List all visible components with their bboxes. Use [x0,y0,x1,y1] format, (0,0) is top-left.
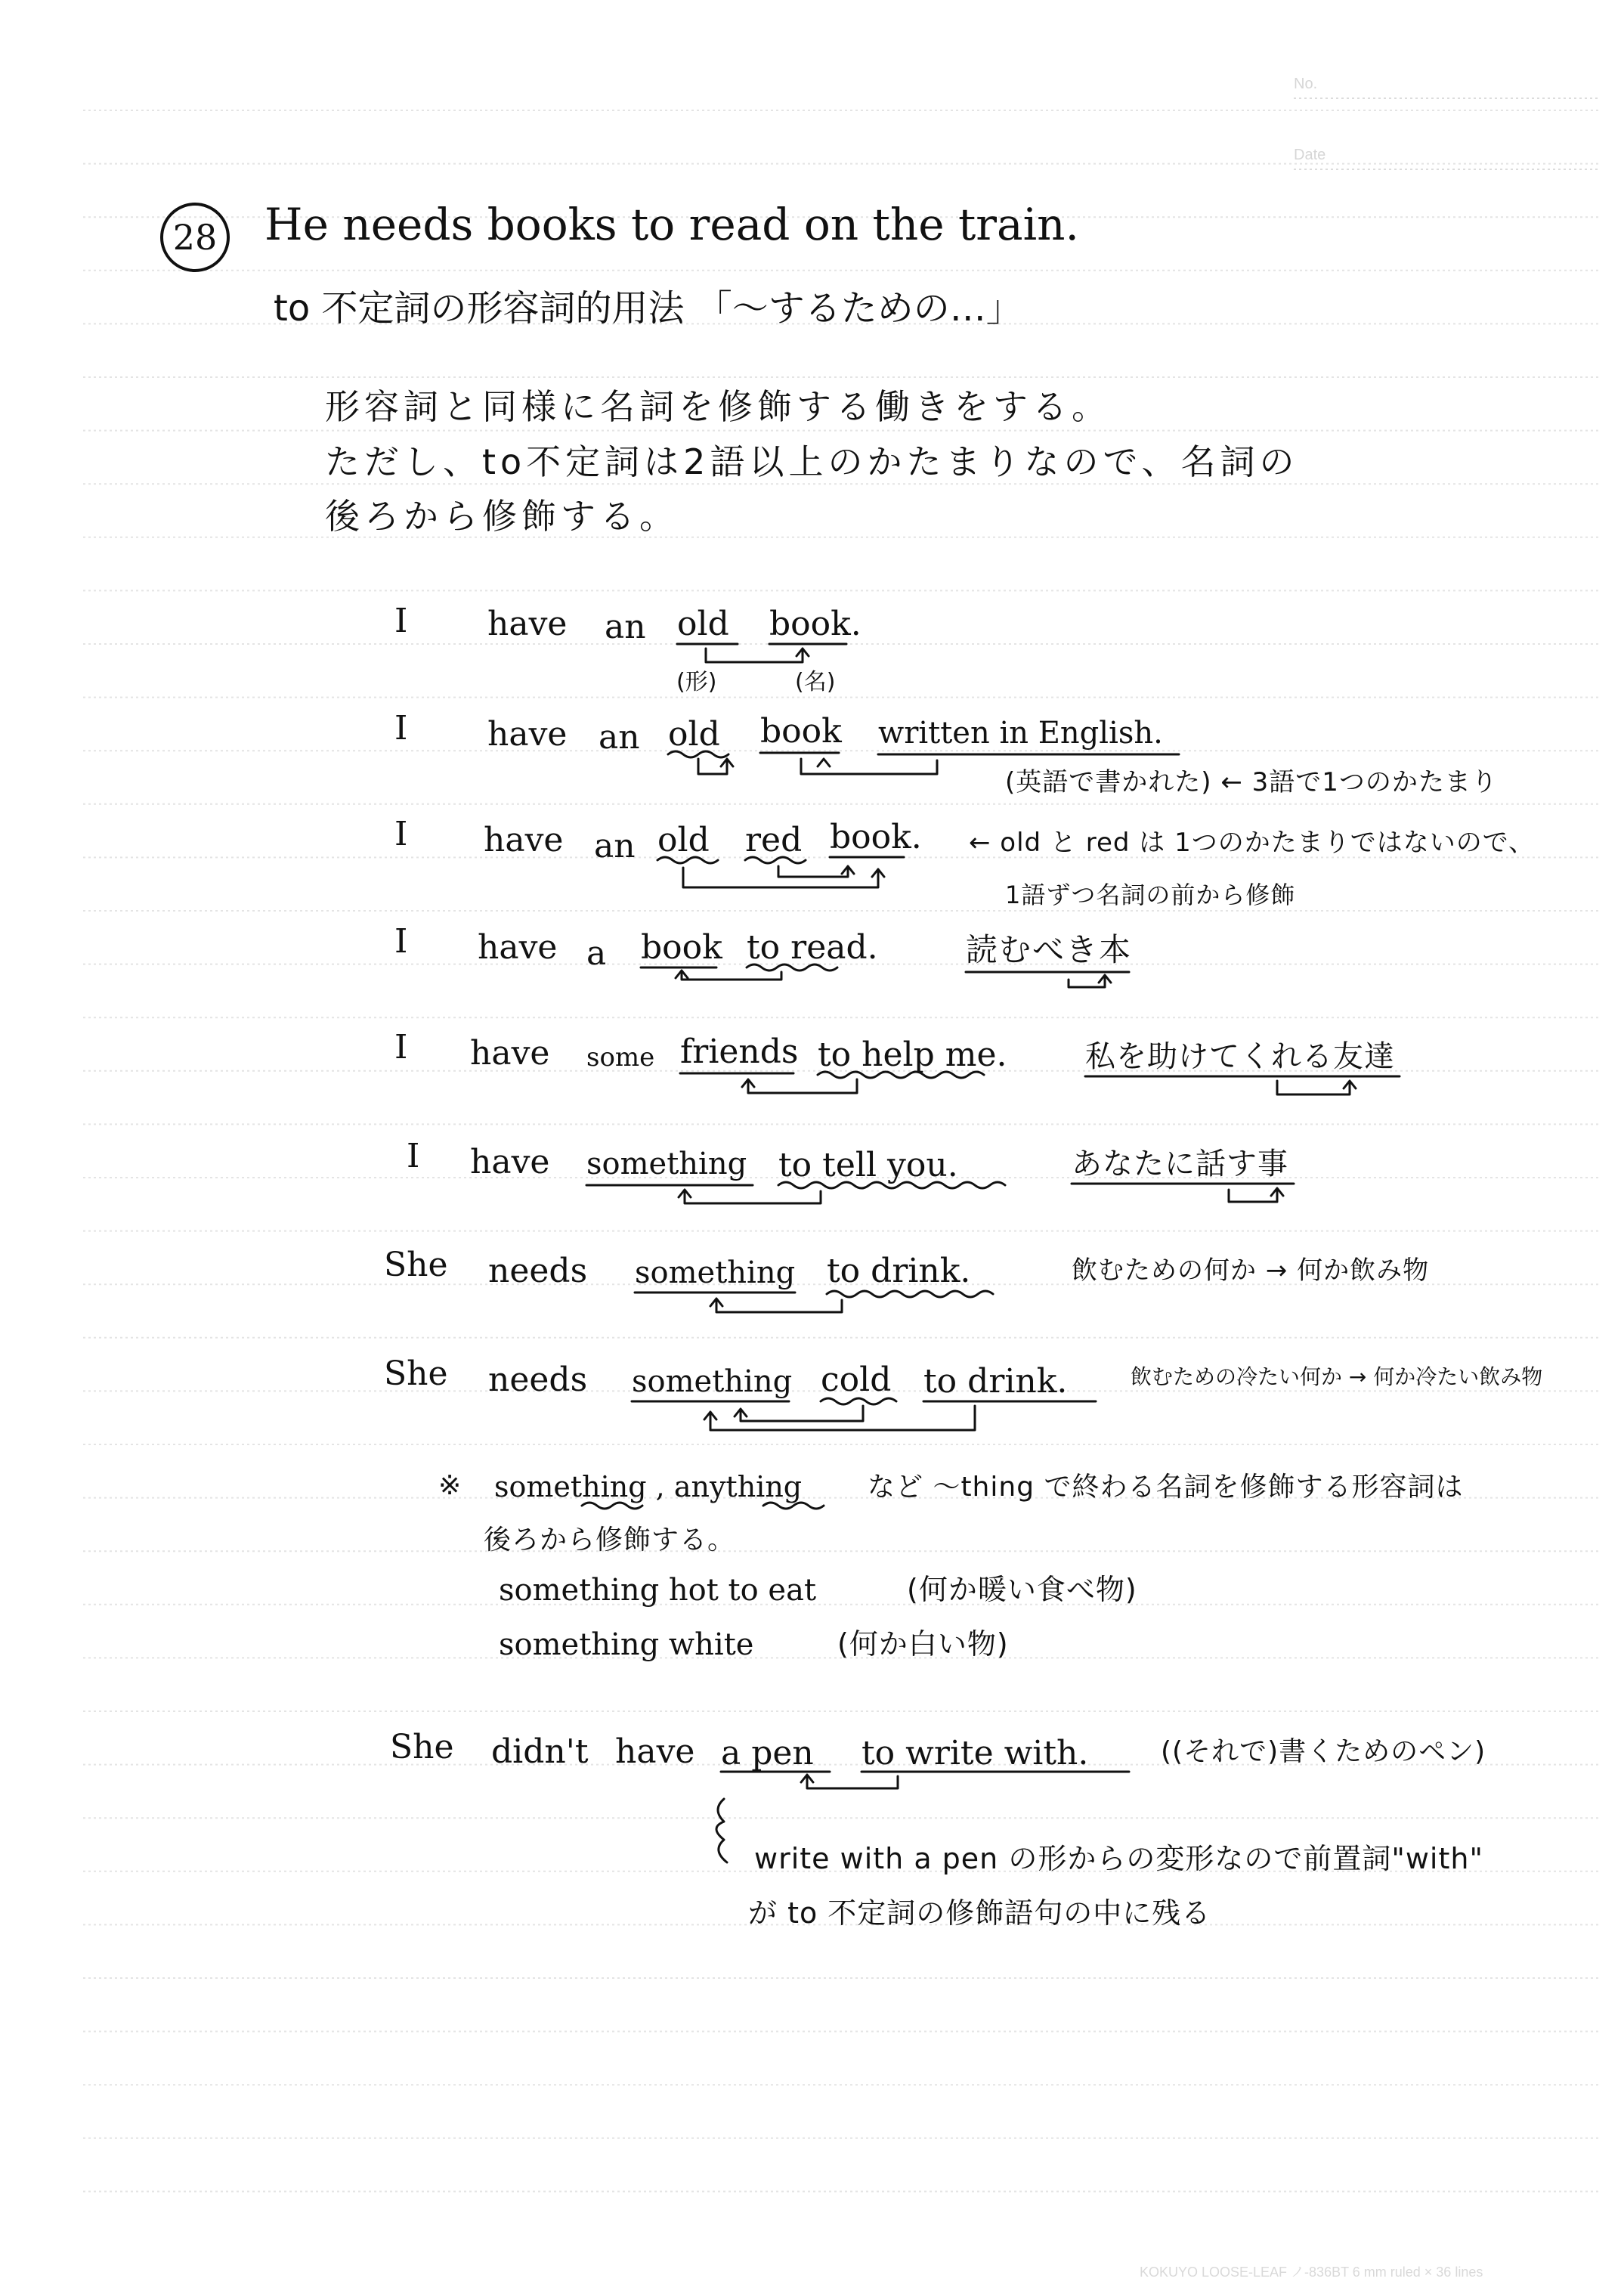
word: book [641,928,722,967]
word: I [394,815,408,853]
word: book. [769,605,861,643]
gloss: (名) [795,669,836,695]
word: She [384,1354,448,1393]
translation: 飲むための何か → 何か飲み物 [1072,1255,1430,1286]
word: something [632,1364,793,1399]
word: have [478,928,558,967]
translation: 私を助けてくれる友達 [1085,1039,1395,1074]
remark-example-2-gloss: (何か白い物) [837,1627,1009,1661]
note: 1語ずつ名詞の前から修飾 [1005,881,1296,909]
word: an [599,718,640,757]
remark-example-2: something white [499,1627,754,1662]
section-heading: to 不定詞の形容詞的用法 「～するための…」 [274,287,1022,330]
translation: 飲むための冷たい何か → 何か冷たい飲み物 [1131,1364,1543,1389]
word: have [470,1143,550,1181]
word: book [760,712,842,751]
word: have [484,821,564,859]
word: I [394,1028,408,1067]
explanation-line-2: ただし、to不定詞は2語以上のかたまりなので、名詞の [325,441,1299,482]
word: have [615,1732,695,1771]
note-1: write with a pen の形からの変形なので前置詞"with" [754,1842,1483,1875]
translation: 読むべき本 [966,931,1133,968]
word: have [470,1034,550,1073]
gloss: (形) [676,669,717,695]
note-2: が to 不定詞の修飾語句の中に残る [748,1896,1211,1930]
remark-text-2: 後ろから修飾する。 [484,1525,736,1556]
word: a [586,934,607,973]
word: written in English. [878,716,1163,751]
word: to drink. [923,1362,1068,1401]
word: needs [488,1252,588,1290]
remark-words: something , anything [494,1470,803,1503]
remark-text: など ～thing で終わる名詞を修飾する形容詞は [868,1472,1464,1503]
word: needs [488,1361,588,1399]
example-sentence: He needs books to read on the train. [264,199,1079,250]
remark-mark: ※ [438,1470,462,1501]
explanation-line-1: 形容詞と同様に名詞を修飾する働きをする。 [325,386,1111,427]
word: cold [821,1361,892,1399]
word: I [394,602,408,640]
word: old [657,821,710,859]
word: an [605,608,646,646]
word: old [677,605,729,643]
word: a pen [721,1734,814,1772]
explanation-line-3: 後ろから修飾する。 [325,496,679,537]
word: have [487,715,568,754]
word: I [394,709,408,748]
word: to help me. [818,1036,1007,1074]
word: something [586,1147,747,1181]
problem-number: 28 [160,203,230,272]
word: red [745,821,803,859]
remark-example-1: something hot to eat [499,1573,817,1608]
note: (英語で書かれた) ← 3語で1つのかたまり [1005,767,1498,797]
word: I [394,922,408,961]
word: have [487,605,568,643]
word: an [594,827,636,865]
no-label: No. [1294,76,1318,92]
paper-brand-footer: KOKUYO LOOSE-LEAF ノ-836BT 6 mm ruled × 36 lines [1140,2265,1483,2280]
word: to drink. [827,1252,971,1290]
word: I [407,1137,420,1175]
word: to read. [747,928,878,967]
word: didn't [491,1732,589,1771]
translation: ((それで)書くためのペン) [1161,1736,1486,1767]
note: ← old と red は 1つのかたまりではないので、 [969,828,1536,858]
word: to write with. [861,1734,1089,1772]
remark-example-1-gloss: (何か暖い食べ物) [907,1573,1137,1606]
word: She [390,1728,454,1766]
word: old [668,715,720,754]
date-label: Date [1294,147,1326,163]
word: book. [830,818,922,856]
word: something [635,1255,796,1290]
word: She [384,1246,448,1284]
word: to tell you. [778,1146,958,1184]
word: friends [680,1032,799,1071]
translation: あなたに話す事 [1072,1147,1288,1181]
word: some [586,1042,655,1073]
